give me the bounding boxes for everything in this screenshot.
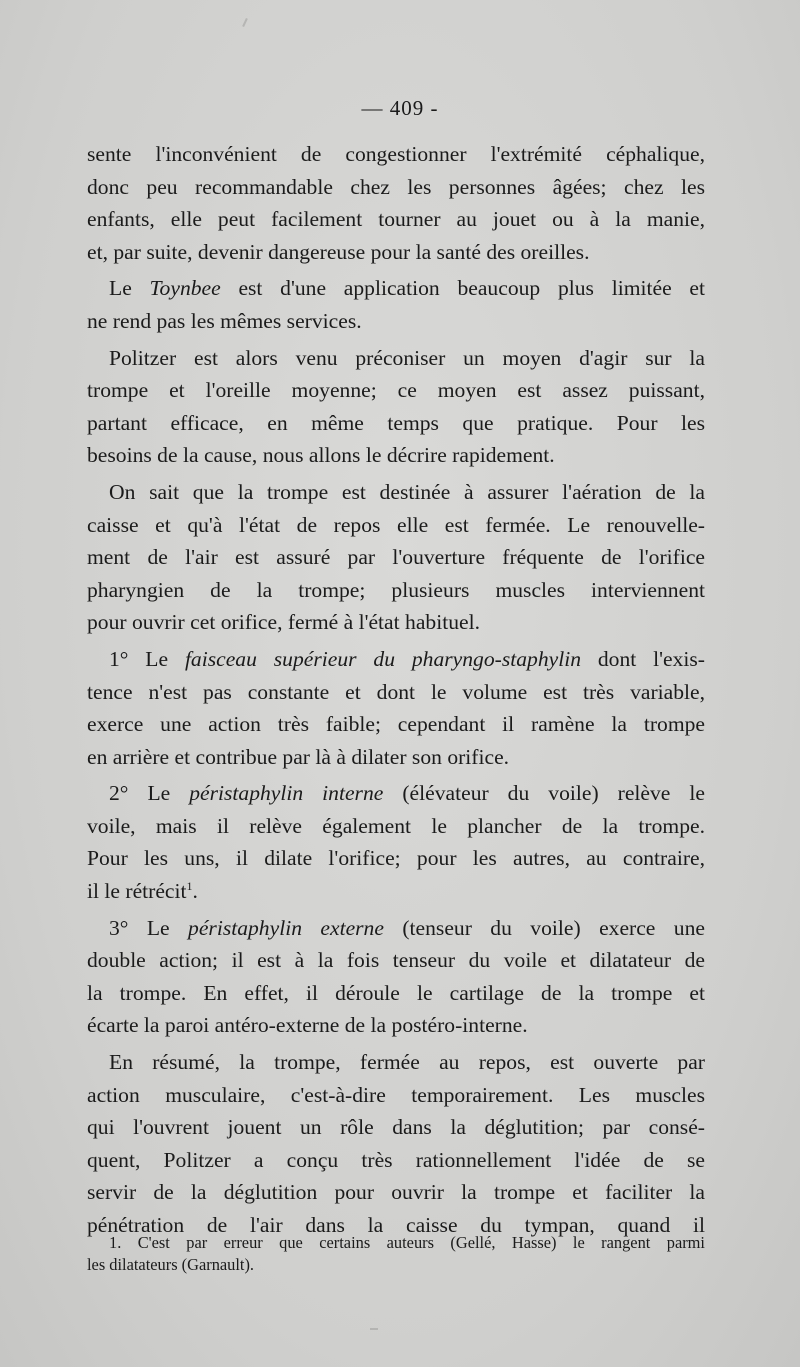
paragraph-item-3 bbox=[87, 912, 705, 1042]
body-text bbox=[87, 138, 705, 1246]
footnote bbox=[87, 1232, 705, 1276]
text-line: double action; il est à la fois tenseur du voile et dilatateur de bbox=[87, 948, 705, 973]
text-line: action musculaire, c'est-à-dire temporairement. Les muscles bbox=[87, 1082, 705, 1107]
paragraph-politzer bbox=[87, 342, 705, 472]
text-line: écarte la paroi antéro-externe de la postéro-interne. bbox=[87, 1013, 528, 1038]
text-line: en arrière et contribue par là à dilater son orifice. bbox=[87, 744, 510, 769]
text-line: il le rétrécit$^1$. bbox=[87, 879, 198, 904]
text-line: la trompe. En effet, il déroule le cartilage de la trompe et bbox=[87, 980, 705, 1005]
paragraph-resume bbox=[87, 1046, 705, 1242]
paragraph-trompe bbox=[87, 476, 705, 639]
text-line: partant efficace, en même temps que pratique. Pour les bbox=[87, 410, 705, 435]
text-line: enfants, elle peut facilement tourner au jouet ou à la manie, bbox=[87, 207, 705, 232]
text-line: besoins de la cause, nous allons le décrire rapidement. bbox=[87, 443, 555, 468]
text-line: tence n'est pas constante et dont le volume est très variable, bbox=[87, 679, 705, 704]
text-line: donc peu recommandable chez les personnes âgées; chez les bbox=[87, 174, 705, 199]
italic-term: péristaphylin externe bbox=[188, 915, 384, 940]
text-line: 1° Le faisceau supérieur du pharyngo-staphylin dont l'exis- bbox=[109, 646, 705, 671]
text-line: pour ouvrir cet orifice, fermé à l'état habituel. bbox=[87, 610, 480, 635]
paper-speck bbox=[370, 1328, 378, 1330]
text-line: servir de la déglutition pour ouvrir la trompe et faciliter la bbox=[87, 1180, 705, 1205]
text-line: 2° Le péristaphylin interne (élévateur du voile) relève le bbox=[109, 781, 705, 806]
text-line: pénétration de l'air dans la caisse du tympan, quand il bbox=[87, 1213, 705, 1237]
text-line: En résumé, la trompe, fermée au repos, est ouverte par bbox=[109, 1050, 705, 1075]
text-line: quent, Politzer a conçu très rationnellement l'idée de se bbox=[87, 1147, 705, 1172]
paragraph-toynbee bbox=[87, 272, 705, 337]
footnote-line: 1. C'est par erreur que certains auteurs (Gellé, Hasse) le rangent parmi bbox=[109, 1233, 705, 1252]
footnote-ref: 1 bbox=[186, 879, 193, 894]
text-line: voile, mais il relève également le plancher de la trompe. bbox=[87, 813, 705, 838]
text-line: ne rend pas les mêmes services. bbox=[87, 308, 362, 333]
italic-term: péristaphylin interne bbox=[189, 781, 384, 806]
text-line: et, par suite, devenir dangereuse pour la santé des oreilles. bbox=[87, 239, 590, 264]
text-line: trompe et l'oreille moyenne; ce moyen est assez puissant, bbox=[87, 378, 705, 403]
text-line: caisse et qu'à l'état de repos elle est fermée. Le renouvelle- bbox=[87, 512, 705, 537]
text-line: exerce une action très faible; cependant il ramène la trompe bbox=[87, 712, 705, 737]
text-line: Le Toynbee est d'une application beaucoup plus limitée et bbox=[109, 276, 705, 301]
italic-term: Toynbee bbox=[149, 276, 221, 301]
text-line: 3° Le péristaphylin externe (tenseur du voile) exerce une bbox=[109, 915, 705, 940]
italic-term: faisceau supérieur du pharyngo-staphylin bbox=[184, 646, 581, 671]
text-line: pharyngien de la trompe; plusieurs muscles interviennent bbox=[87, 577, 705, 602]
paragraph-item-2 bbox=[87, 777, 705, 907]
paragraph-item-1 bbox=[87, 643, 705, 773]
text-line: Politzer est alors venu préconiser un moyen d'agir sur la bbox=[109, 345, 705, 370]
text-line: On sait que la trompe est destinée à assurer l'aération de la bbox=[109, 479, 705, 504]
text-line: ment de l'air est assuré par l'ouverture fréquente de l'orifice bbox=[87, 545, 705, 570]
footnote-line: les dilatateurs (Garnault). bbox=[87, 1255, 255, 1274]
paragraph-1 bbox=[87, 138, 705, 268]
page-number: — 409 - bbox=[361, 96, 439, 120]
text-line: qui l'ouvrent jouent un rôle dans la déglutition; par consé- bbox=[87, 1115, 705, 1140]
text-line: Pour les uns, il dilate l'orifice; pour les autres, au contraire, bbox=[87, 846, 705, 871]
text-line: sente l'inconvénient de congestionner l'extrémité céphalique, bbox=[87, 142, 705, 166]
paper-speck bbox=[242, 18, 248, 27]
